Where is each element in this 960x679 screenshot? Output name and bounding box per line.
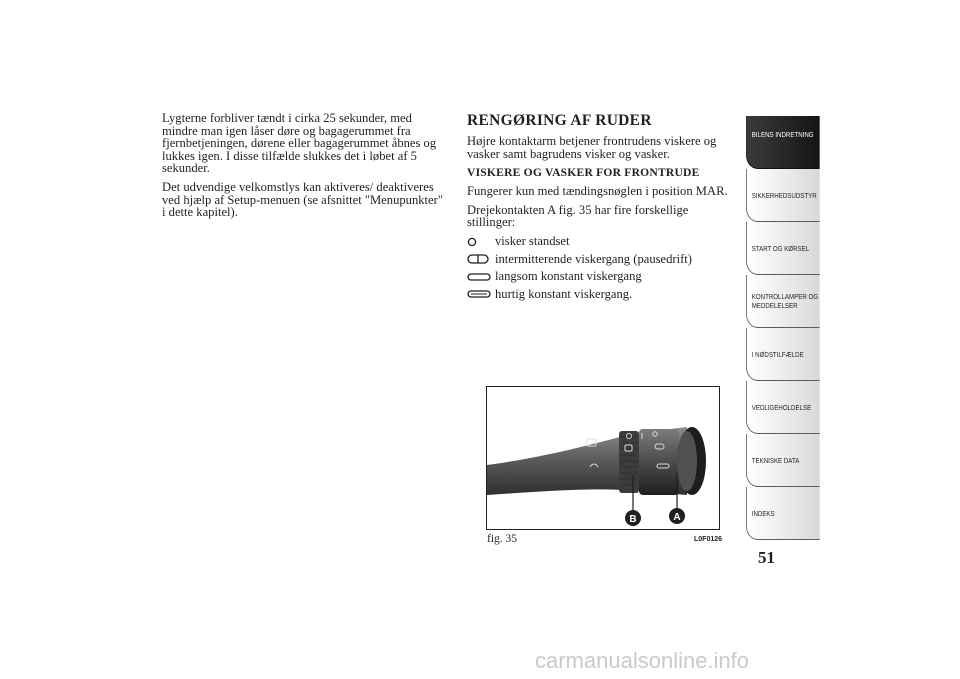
watermark: carmanualsonline.info [535,648,750,673]
figure-code: L0F0126 [694,536,723,543]
figure-wiper-stalk [486,386,720,530]
tab-indeks[interactable] [746,487,820,540]
callout-b: B [629,514,637,525]
subheading: VISKERE OG VASKER FOR FRONTRUDE [467,166,700,180]
ignition-paragraph: Fungerer kun med tændingsnøglen i position MAR. [467,184,728,199]
tab-bilens-indretning[interactable] [746,116,820,169]
tab-nodstilfaelde[interactable] [746,328,820,381]
tab-label: SIKKERHEDSUDSTYR [751,190,817,200]
list-item [467,250,735,268]
position-label: intermitterende viskergang (pausedrift) [495,251,692,266]
tab-label: START OG KØRSEL [751,243,810,253]
callout-a: A [673,512,681,523]
tab-label: I NØDSTILFÆLDE [751,349,804,359]
section-title: RENGØRING AF RUDER [467,112,652,129]
tab-label: TEKNISKE DATA [751,455,800,465]
fast-icon [467,287,495,301]
positions-paragraph: Drejekontakten A fig. 35 har fire forskellige stillinger: [467,202,689,230]
paragraph-welcome-light: Det udvendige velkomstlys kan aktiveres/ deaktiveres ved hjælp af Setup-menuen (se afsnittet "Menupunkter" i dette kapitel). [162,179,443,220]
left-column [162,112,446,225]
wiper-stalk-illustration [487,387,719,529]
intermittent-icon [467,252,495,266]
position-label: langsom konstant viskergang [495,269,642,284]
slow-icon [467,270,495,284]
list-item [467,285,735,303]
page-number: 51 [758,548,775,567]
list-item [467,268,735,286]
tab-label: BILENS INDRETNING [751,130,814,139]
figure-caption: fig. 35 [487,533,518,545]
position-label: visker standset [495,234,570,249]
right-column [467,112,735,303]
tab-tekniske-data[interactable] [746,434,820,487]
circle-off-icon [467,235,495,249]
paragraph-lights: Lygterne forbliver tændt i cirka 25 sekunder, med mindre man igen låser døre og bagagerummet fra fjernbetjeningen, dørene eller bagagerummet åbnes og lukkes igen. I disse tilfælde slukkes det i løbet af 5 sekunder. [162,111,437,176]
tab-sikkerhedsudstyr[interactable] [746,169,820,222]
tab-kontrollamper[interactable] [746,275,820,328]
tab-label: KONTROLLAMPER OG MEDDELELSER [751,292,819,310]
tab-start-og-korsel[interactable] [746,222,820,275]
list-item [467,233,735,251]
tab-vedligeholdelse[interactable] [746,381,820,434]
intro-paragraph: Højre kontaktarm betjener frontrudens viskere og vasker samt bagrudens visker og vasker. [467,134,717,161]
chapter-tabs [746,116,820,540]
position-label: hurtig konstant viskergang. [495,286,633,301]
tab-label: INDEKS [751,508,775,518]
wiper-positions-list [467,233,735,303]
tab-label: VEDLIGEHOLDELSE [751,402,812,412]
